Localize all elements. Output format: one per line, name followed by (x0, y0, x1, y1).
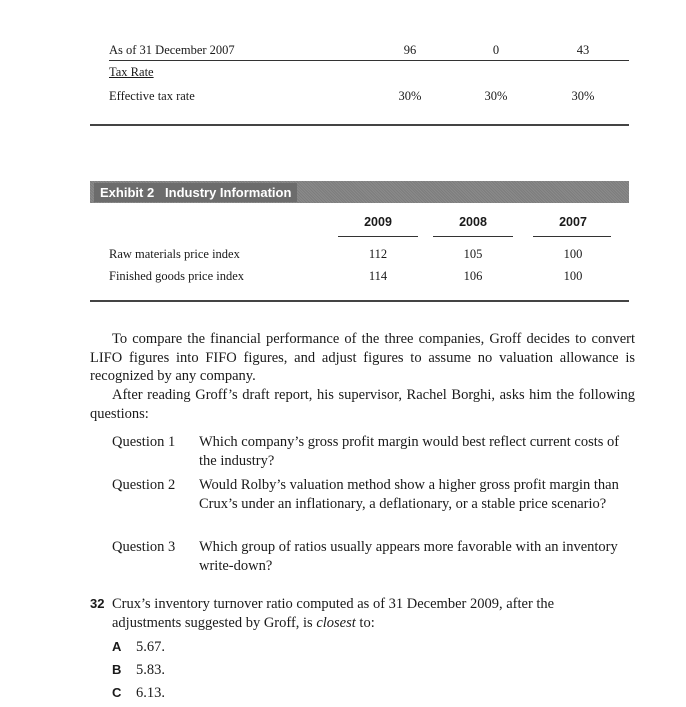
item-stem-part-2: to: (355, 614, 375, 631)
paragraph-1: To compare the financial performance of the three companies, Groff decides to convert LIFO figures into FIFO figures, and adjust figures to assume no valuation allowance is recognized by any company. (90, 331, 635, 384)
item-stem (112, 595, 617, 632)
column-header-2008: 2008 (459, 215, 487, 229)
option-a-value[interactable]: 5.67. (136, 639, 165, 655)
question-1-text: Which company’s gross profit margin would best reflect current costs of the industry? (199, 434, 620, 469)
row-divider (109, 60, 629, 61)
option-b-value[interactable]: 5.83. (136, 662, 165, 678)
cell-tax-col3: 30% (571, 89, 595, 103)
item-stem-part-1: Crux’s inventory turnover ratio computed as of 31 December 2009, after the adjustments suggested by Groff, is (112, 596, 555, 631)
row-label-finished-goods: Finished goods price index (109, 269, 245, 283)
row-label-as-of: As of 31 December 2007 (109, 43, 235, 57)
cell-as-of-col3: 43 (576, 43, 590, 57)
table-bottom-rule (90, 124, 629, 126)
header-underline-2009 (338, 236, 418, 237)
paragraph-2: After reading Groff’s draft report, his supervisor, Rachel Borghi, asks him the following questions: (90, 387, 635, 422)
cell-tax-col1: 30% (398, 89, 422, 103)
exhibit-name: Industry Information (165, 185, 292, 200)
cell-as-of-col1: 96 (403, 43, 417, 57)
question-2-text: Would Rolby’s valuation method show a higher gross profit margin than Crux’s under an inflationary, a deflationary, or a stable price scenario? (199, 477, 619, 512)
option-c-letter[interactable]: C (112, 685, 122, 700)
item-number: 32 (90, 596, 105, 611)
item-stem-emphasis: closest (316, 614, 356, 631)
row-label-raw-materials: Raw materials price index (109, 247, 240, 261)
cell-raw-2008: 105 (463, 247, 483, 261)
cell-tax-col2: 30% (484, 89, 508, 103)
header-underline-2008 (433, 236, 513, 237)
cell-finished-2007: 100 (563, 269, 583, 283)
option-c-value[interactable]: 6.13. (136, 685, 165, 701)
exhibit-number: Exhibit 2 (100, 185, 155, 200)
question-1-label: Question 1 (112, 434, 176, 450)
exhibit-bottom-rule (90, 300, 629, 302)
cell-as-of-col2: 0 (492, 43, 500, 57)
column-header-2007: 2007 (559, 215, 587, 229)
cell-raw-2007: 100 (563, 247, 583, 261)
header-underline-2007 (533, 236, 611, 237)
cell-finished-2008: 106 (463, 269, 483, 283)
column-header-2009: 2009 (364, 215, 392, 229)
question-3-label: Question 3 (112, 539, 176, 555)
cell-raw-2009: 112 (368, 247, 388, 261)
question-3-text: Which group of ratios usually appears more favorable with an inventory write-down? (199, 539, 618, 574)
exhibit-banner (90, 181, 629, 203)
question-2-label: Question 2 (112, 477, 176, 493)
option-b-letter[interactable]: B (112, 662, 122, 677)
cell-finished-2009: 114 (368, 269, 388, 283)
exhibit-title (94, 183, 297, 202)
row-label-tax-rate: Effective tax rate (109, 89, 195, 103)
option-a-letter[interactable]: A (112, 639, 122, 654)
section-heading-tax-rate: Tax Rate (109, 65, 154, 79)
